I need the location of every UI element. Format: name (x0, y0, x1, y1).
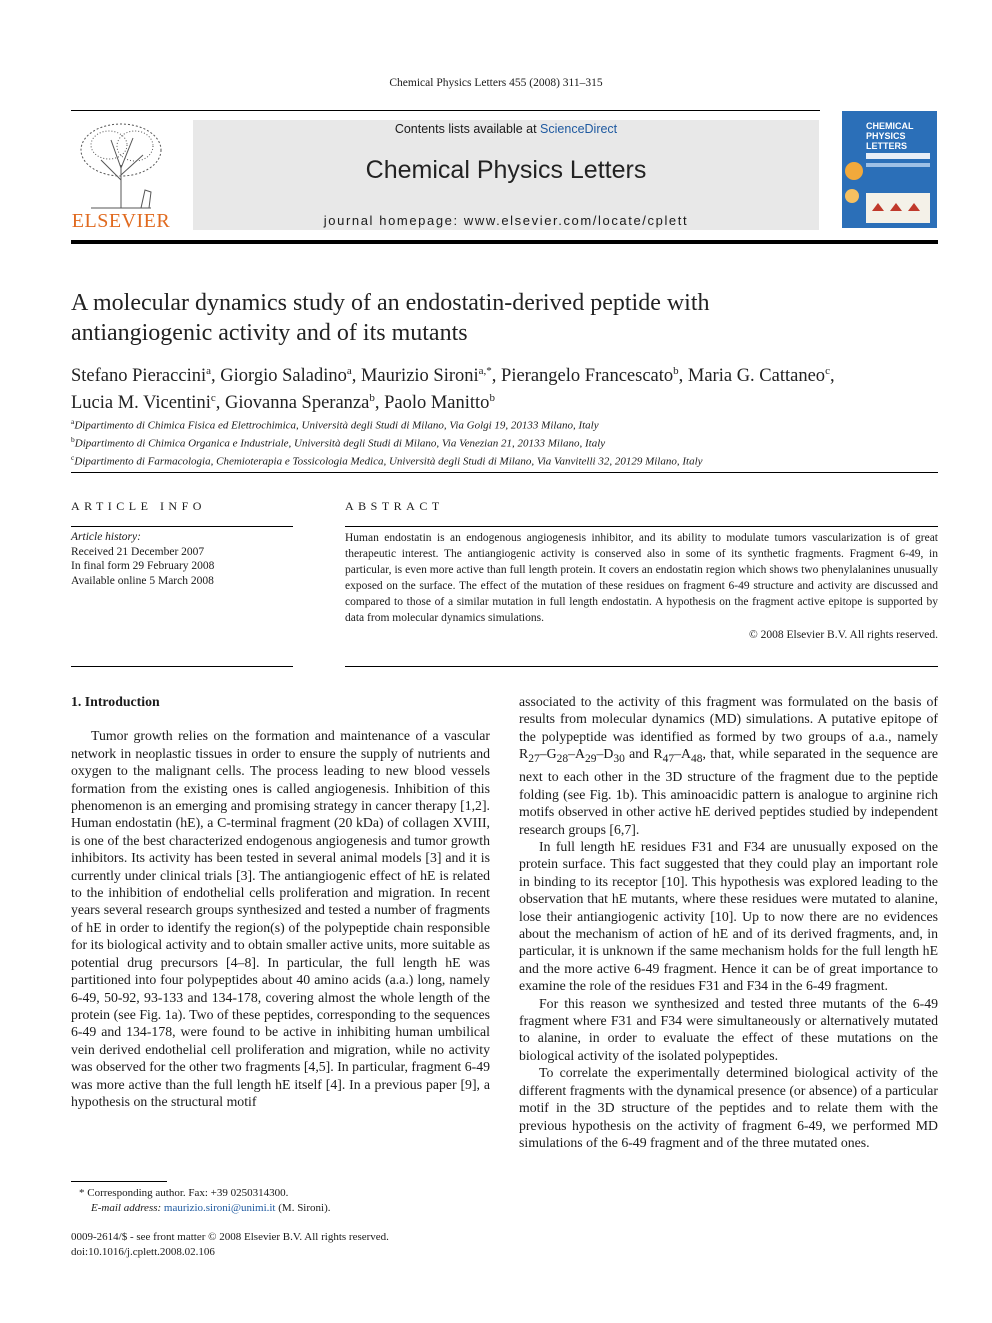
author-name: Maria G. Cattaneo (687, 366, 826, 387)
authors-line: Stefano Pieraccini$^a$, Giorgio Saladino$^a$, Maurizio Sironi$^{a,*}$, Pierangelo Francescato$^b$, Maria G. Cattaneo$^c$, (71, 365, 835, 387)
paragraph-text: and R (629, 746, 663, 762)
affiliation (71, 451, 941, 469)
abstract-heading: ABSTRACT (345, 499, 444, 513)
paragraph: Tumor growth relies on the formation and maintenance of a vascular network in neoplastic tissues in order to ensure the supply of nutrients and oxygen to the malignant cells. The process leading to new blood vessels formation from the existing ones is called angiogenesis. Inhibition of this phenomenon is an emerging and promising strategy in cancer therapy [1,2]. Human endostatin (hE), a C-terminal fragment (20 kDa) of collagen XVIII, is one of the best characterized endogenous angiogenesis and tumor growth inhibitors. Its activity has been tested in several animal models [3] and it is currently under clinical trials [3]. The antiangiogenic effect of hE is related to the inhibition of endothelial cells proliferation and migration. In recent years several research groups synthesized and tested a number of fragments of hE in order to identify the region(s) of the polypeptide chain responsible for its biological activity and to obtain smaller active units, more suitable as potential drug precursors [4–8]. In particular, the full length hE was partitioned into four polypeptides about 40 amino acids (a.a.) long, namely 6-49, 50-92, 93-133 and 134-178, covering almost the whole length of the protein (see Fig. 1a). Two of these peptides, corresponding to the sequences 6-49 and 134-178, were found to be active in inhibiting human umbilical vein derived endothelial cell proliferation and migration, while no activity was observed for the other two fragments [4,5]. In particular, fragment 6-49 was more active than the full length hE itself [4]. In a previous paper [9], a hypothesis on the structural motif (71, 728, 490, 1109)
author-name: Pierangelo Francescato (501, 366, 674, 387)
author-name: Giovanna Speranza (224, 393, 370, 414)
article-title (71, 288, 931, 348)
final-form-date: In final form 29 February 2008 (71, 560, 215, 572)
paragraph-text: , that, while separated in the sequence are next to each other in the 3D structure of the fragment due to the peptide folding (see Fig. 1b). This aminoacidic pattern is analogue to arginine rich motifs observed in other active hE derived peptides studied by independent research groups [6,7]. (519, 746, 939, 837)
affiliations-rule (71, 472, 938, 473)
elsevier-logo (71, 120, 171, 230)
author-list (71, 360, 941, 414)
info-rule-bottom (71, 666, 293, 667)
email-link[interactable]: maurizio.sironi@unimi.it (163, 1201, 276, 1214)
journal-cover (842, 111, 937, 228)
elsevier-wordmark: ELSEVIER (71, 210, 171, 232)
author-sup: a,* (478, 365, 492, 377)
cover-title-line: CHEMICAL (866, 121, 914, 131)
abstract-rule-bottom (345, 666, 938, 667)
journal-homepage[interactable]: journal homepage: www.elsevier.com/locate/cplett (323, 213, 689, 228)
sciencedirect-link[interactable]: ScienceDirect (540, 122, 618, 136)
journal-citation: Chemical Physics Letters 455 (2008) 311–315 (389, 77, 603, 89)
section-heading: 1. Introduction (71, 694, 160, 709)
affiliation-text: Dipartimento di Chimica Organica e Industriale, Università degli Studi di Milano, Via Venezian 21, 20133 Milano, Italy (74, 437, 606, 450)
history-label: Article history: (71, 531, 141, 543)
cover-graphic (842, 111, 937, 228)
abstract (345, 530, 938, 643)
received-date: Received 21 December 2007 (71, 545, 205, 558)
affiliation (71, 433, 941, 451)
paragraph: In full length hE residues F31 and F34 are unusually exposed on the protein surface. This fact suggested that they could play an important role in binding to its receptor [10]. This hypothesis was explored leading to the observation that hE mutants, where these residues were mutated to alanine, lose their antiangiogenic activity [10]. Up to now there are no evidences about the mechanism of action of hE and of its derived fragments, and, in particular, it is unknown if the same mechanism holds for the full length hE and the more active 6-49 fragment. Hence it can be of great importance to examine the role of the residues F31 and F34 in the 6-49 fragment. (519, 839, 938, 994)
author-sup: b (489, 392, 495, 405)
email-label: E-mail address: (91, 1201, 164, 1214)
author-sup: c (825, 365, 830, 377)
author-name: Stefano Pieraccini (71, 366, 207, 387)
author-name: Lucia M. Vicentini (71, 393, 211, 414)
issn-line: 0009-2614/$ - see front matter © 2008 Elsevier B.V. All rights reserved. (71, 1231, 389, 1243)
doi-line[interactable]: doi:10.1016/j.cplett.2008.02.106 (71, 1245, 215, 1258)
title-line: A molecular dynamics study of an endostatin-derived peptide with (71, 290, 710, 316)
journal-title: Chemical Physics Letters (365, 156, 647, 184)
right-column (519, 693, 938, 1151)
author-sup: b (369, 392, 375, 405)
contents-available (193, 122, 819, 136)
author-sup: a (206, 365, 211, 377)
article-info-heading: ARTICLE INFO (71, 499, 206, 513)
footnote-rule (71, 1181, 167, 1182)
paragraph: For this reason we synthesized and tested three mutants of the 6-49 fragment where F31 and F34 were simultaneously or alternatively mutated to alanine, in order to evaluate the effect of these mutations on the biological activity of the isolated polypeptides. (519, 995, 938, 1063)
info-rule-top (71, 526, 293, 527)
affiliation-text: Dipartimento di Chimica Fisica ed Elettrochimica, Università degli Studi di Milano, Via Golgi 19, 20133 Milano, Italy (74, 419, 599, 432)
email-footnote (71, 1201, 490, 1216)
abstract-rule-top (345, 526, 938, 527)
affiliation (71, 415, 941, 433)
abstract-copyright: © 2008 Elsevier B.V. All rights reserved. (749, 629, 938, 641)
cover-title-line: LETTERS (866, 141, 908, 151)
footnotes (71, 1186, 490, 1215)
online-date: Available online 5 March 2008 (71, 574, 214, 587)
affiliation-text: Dipartimento di Farmacologia, Chemioterapia e Tossicologia Medica, Università degli Studi di Milano, Via Vanvitelli 32, 20129 Milano, Italy (74, 455, 703, 468)
header-thick-rule (71, 240, 938, 244)
author-sup: b (673, 365, 679, 377)
authors-line: Lucia M. Vicentini$^c$, Giovanna Speranza$^b$, Paolo Manitto$^b$ (71, 392, 495, 414)
article-history (71, 530, 293, 588)
author-sup: a (346, 365, 352, 377)
left-column (71, 693, 490, 1110)
affiliation-sup: a (71, 417, 75, 426)
affiliation-sup: b (71, 435, 75, 445)
cover-title-line: PHYSICS (866, 131, 906, 141)
abstract-text: Human endostatin is an endogenous angiogenesis inhibitor, and its ability to modulate tumors vascularization is of great therapeutic interest. The antiangiogenic activity is conserved also in some of its synthetic fragments. Fragment 6-49, in particular, is even more active than full length protein. It covers an endostatin region which shows two phenylalanines unusually exposed on the surface. The effect of the mutation of these residues on fragment 6-49 structure and activity are discussed and compared to those of a similar mutation in full length endostatin. A hypothesis on the fragment active epitope is supported by data from molecular dynamics simulations. (345, 532, 938, 624)
tree-icon (71, 120, 171, 210)
paragraph-text: associated to the activity of this fragment was formulated on the basis of results from molecular dynamics (MD) simulations. A putative epitope of the polypeptide was identified as formed by two groups of a.a., namely R (519, 694, 938, 762)
affiliations (71, 415, 941, 469)
paragraph: associated to the activity of this fragment was formulated on the basis of results from molecular dynamics (MD) simulations. A putative epitope of the polypeptide was identified as formed by two groups of a.a., namely $R_{27}-G_{28}-A_{29}-D_{30}$ and $R_{47}-A_{48}$, that, while separated in the sequence are next to each other in the 3D structure of the fragment due to the peptide folding (see Fig. 1b). This aminoacidic pattern is analogue to arginine rich motifs observed in other active hE derived peptides studied by independent research groups [6,7]. (519, 694, 939, 837)
journal-banner (193, 120, 819, 230)
affiliation-sup: c (71, 453, 75, 463)
author-name: Giorgio Saladino (220, 366, 347, 387)
contents-prefix: Contents lists available at (394, 122, 541, 136)
corresponding-author: * Corresponding author. Fax: +39 0250314300. (79, 1187, 289, 1199)
author-name: Maurizio Sironi (360, 366, 479, 387)
paragraph: To correlate the experimentally determined biological activity of the different fragments with the dynamical presence (or absence) of a particular motif in the 3D structure of the peptides and to relate them with the previous hypothesis on the activity of fragment 6-49, we performed MD simulations of the 6-49 fragment and of the three mutated ones. (519, 1065, 938, 1150)
author-sup: c (210, 392, 216, 405)
header-rule (71, 110, 820, 111)
email-suffix: (M. Sironi). (275, 1201, 331, 1214)
title-line: antiangiogenic activity and of its mutants (71, 320, 468, 346)
front-matter (71, 1230, 490, 1259)
author-name: Paolo Manitto (384, 393, 490, 414)
